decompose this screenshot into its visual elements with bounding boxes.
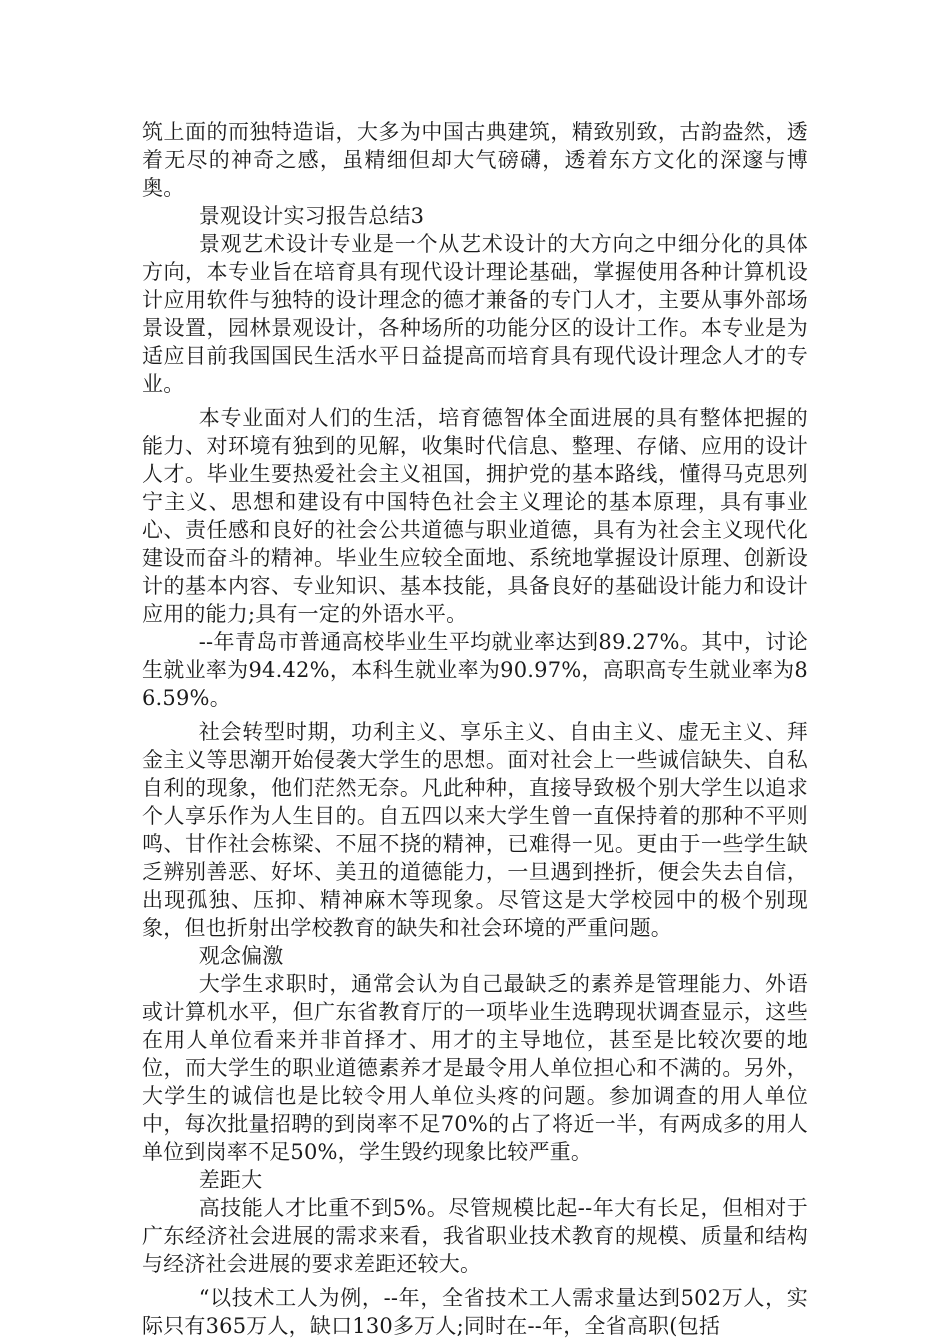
document-page <box>142 118 808 1340</box>
paragraph-continued: 筑上面的而独特造诣，大多为中国古典建筑，精致别致，古韵盎然，透着无尽的神奇之感，虽精细但却大气磅礴，透着东方文化的深邃与博奥。 <box>142 120 808 200</box>
paragraph: 高技能人才比重不到5%。尽管规模比起--年大有长足，但相对于广东经济社会进展的需求来看，我省职业技术教育的规模、质量和结构与经济社会进展的要求差距还较大。 <box>142 1196 808 1276</box>
paragraph: “以技术工人为例，--年，全省技术工人需求量达到502万人，实际只有365万人，缺口130多万人;同时在--年，全省高职(包括 <box>142 1286 808 1338</box>
paragraph: 景观艺术设计专业是一个从艺术设计的大方向之中细分化的具体方向，本专业旨在培育具有现代设计理论基础，掌握使用各种计算机设计应用软件与独特的设计理念的德才兼备的专门人才，主要从事外部场景设置，园林景观设计，各种场所的功能分区的设计工作。本专业是为适应目前我国国民生活水平日益提高而培育具有现代设计理念人才的专业。 <box>142 232 808 396</box>
section-heading: 景观设计实习报告总结3 <box>198 204 425 228</box>
paragraph: 本专业面对人们的生活，培育德智体全面进展的具有整体把握的能力、对环境有独到的见解，收集时代信息、整理、存储、应用的设计人才。毕业生要热爱社会主义祖国，拥护党的基本路线，懂得马克思列宁主义、思想和建设有中国特色社会主义理论的基本原理，具有事业心、责任感和良好的社会公共道德与职业道德，具有为社会主义现代化建设而奋斗的精神。毕业生应较全面地、系统地掌握设计原理、创新设计的基本内容、专业知识、基本技能，具备良好的基础设计能力和设计应用的能力;具有一定的外语水平。 <box>142 406 808 626</box>
subheading: 观念偏激 <box>198 944 284 968</box>
subheading: 差距大 <box>198 1168 263 1192</box>
paragraph: --年青岛市普通高校毕业生平均就业率达到89.27%。其中，讨论生就业率为94.42%，本科生就业率为90.97%，高职高专生就业率为86.59%。 <box>142 630 808 710</box>
paragraph: 社会转型时期，功利主义、享乐主义、自由主义、虚无主义、拜金主义等思潮开始侵袭大学生的思想。面对社会上一些诚信缺失、自私自利的现象，他们茫然无奈。凡此种种，直接导致极个别大学生以追求个人享乐作为人生目的。自五四以来大学生曾一直保持着的那种不平则鸣、甘作社会栋梁、不屈不挠的精神，已难得一见。更由于一些学生缺乏辨别善恶、好坏、美丑的道德能力，一旦遇到挫折，便会失去自信，出现孤独、压抑、精神麻木等现象。尽管这是大学校园中的极个别现象，但也折射出学校教育的缺失和社会环境的严重问题。 <box>142 720 808 940</box>
paragraph: 大学生求职时，通常会认为自己最缺乏的素养是管理能力、外语或计算机水平，但广东省教育厅的一项毕业生选聘现状调查显示，这些在用人单位看来并非首择才、用才的主导地位，甚至是比较次要的地位，而大学生的职业道德素养才是最令用人单位担心和不满的。另外，大学生的诚信也是比较令用人单位头疼的问题。参加调查的用人单位中，每次批量招聘的到岗率不足70%的占了将近一半，有两成多的用人单位到岗率不足50%，学生毁约现象比较严重。 <box>142 972 808 1164</box>
